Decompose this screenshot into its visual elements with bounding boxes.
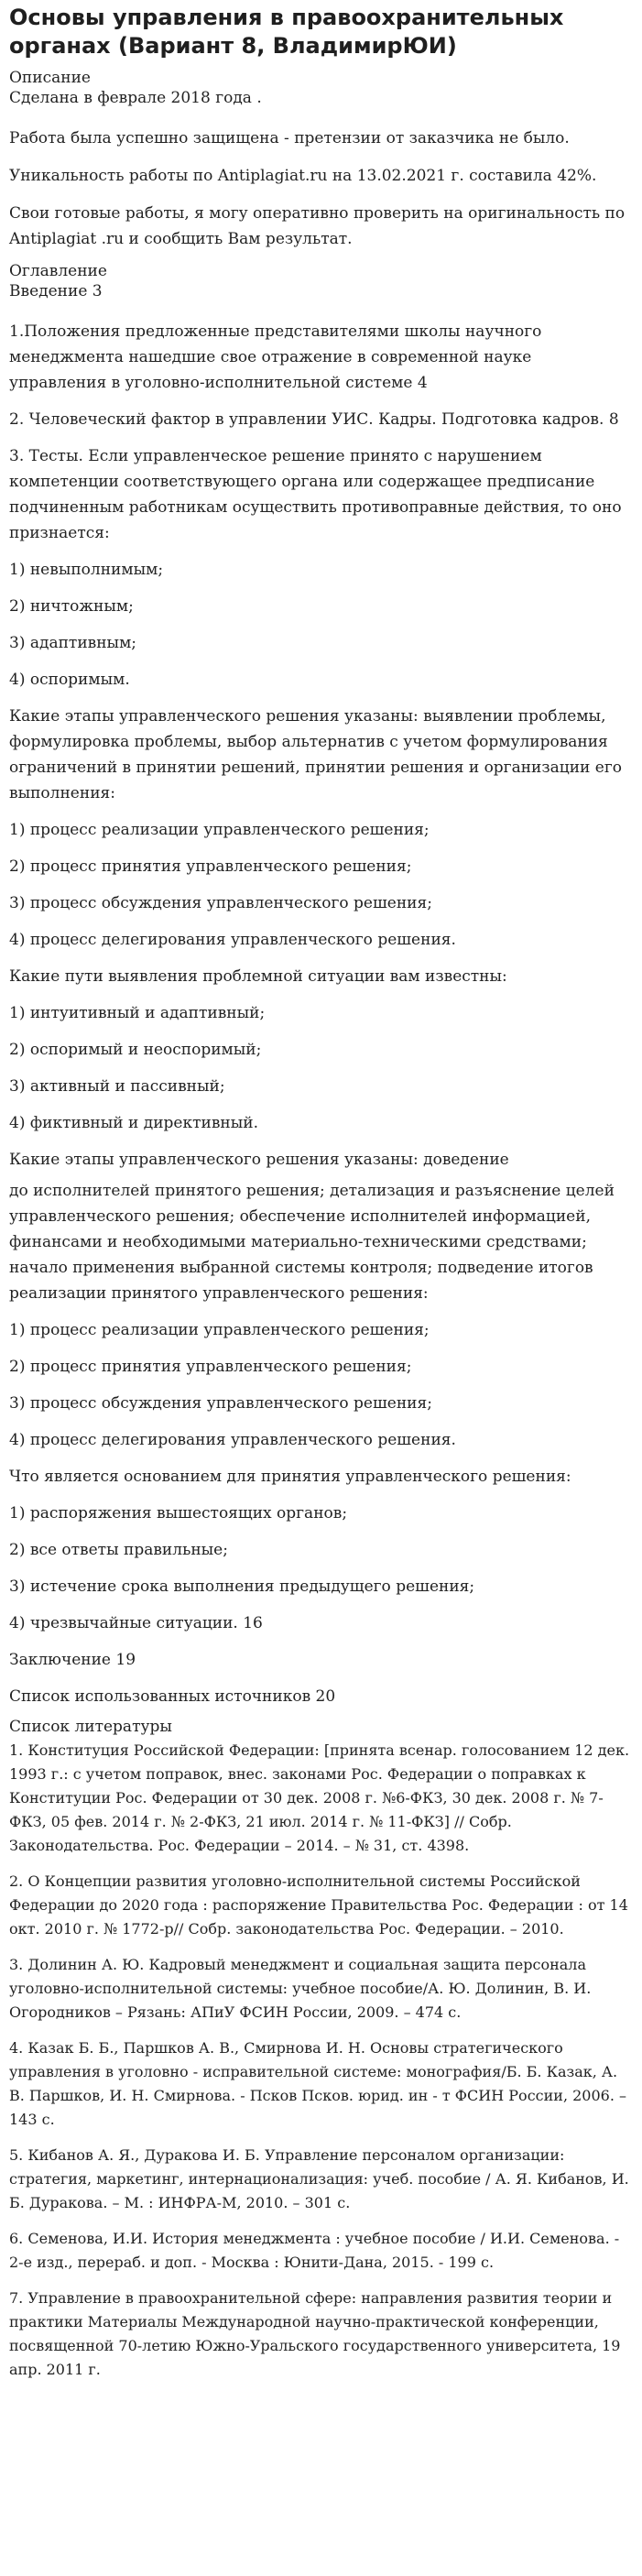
reference-item: 2. О Концепции развития уголовно-исполнительной системы Российской Федерации до 2020 года : распоряжение Правительства Рос. Федерации : от 14 окт. 2010 г. № 1772-р// Собр. законодательства Рос. Федерации. – 2010. (9, 1872, 628, 1937)
toc-paragraph: 4) процесс делегирования управленческого решения. (9, 931, 456, 949)
references-label: Список литературы (9, 1718, 172, 1736)
reference-item: 7. Управление в правоохранительной сфере: направления развития теории и практики Материалы Международной научно-практической конференции, посвященной 70-летию Южно-Уральского государственного университета, 19 апр. 2011 г. (9, 2289, 621, 2378)
toc-paragraph: Что является основанием для принятия управленческого решения: (9, 1468, 571, 1486)
reference-item: 3. Долинин А. Ю. Кадровый менеджмент и социальная защита персонала уголовно-исполнительной системы: учебное пособие/А. Ю. Долинин, В. И. Огородников – Рязань: АПиУ ФСИН России, 2009. – 474 с. (9, 1956, 592, 2021)
toc-paragraph: 1) невыполнимым; (9, 561, 164, 579)
toc-paragraph: Какие пути выявления проблемной ситуации вам известны: (9, 967, 507, 986)
toc-paragraph: 3) истечение срока выполнения предыдущего решения; (9, 1577, 475, 1596)
toc-paragraph: 2) все ответы правильные; (9, 1541, 228, 1559)
toc-paragraph: 4) процесс делегирования управленческого решения. (9, 1431, 456, 1449)
toc-paragraph: 1) интуитивный и адаптивный; (9, 1004, 266, 1022)
toc-paragraph: 1) процесс реализации управленческого решения; (9, 821, 430, 839)
description-label: Описание (9, 69, 91, 87)
toc-paragraph: Какие этапы управленческого решения указаны: доведение (9, 1151, 509, 1169)
toc-paragraph: 4) чрезвычайные ситуации. 16 (9, 1614, 263, 1632)
toc-paragraph: 4) оспоримым. (9, 671, 130, 689)
toc-paragraph: 2) процесс принятия управленческого решения; (9, 1358, 412, 1376)
toc-paragraph: 2) оспоримый и неоспоримый; (9, 1041, 262, 1059)
offer-note: Свои готовые работы, я могу оперативно проверить на оригинальность по Antiplagiat .ru и сообщить Вам результат. (9, 204, 626, 248)
toc-paragraph: 3) активный и пассивный; (9, 1077, 225, 1096)
toc-label: Оглавление (9, 262, 107, 280)
reference-item: 1. Конституция Российской Федерации: [принята всенар. голосованием 12 дек. 1993 г.: с учетом поправок, внес. законами Рос. Федерации о поправках к Конституции Рос. Федерации от 30 дек. 2008 г. №6-ФКЗ, 30 дек. 2008 г. № 7-ФКЗ, 05 фев. 2014 г. № 2-ФКЗ, 21 июл. 2014 г. № 11-ФКЗ] // Собр. Законодательства. Рос. Федерации – 2014. – № 31, ст. 4398. (9, 1741, 630, 1854)
toc-paragraph: 1) распоряжения вышестоящих органов; (9, 1504, 348, 1523)
page-title: Основы управления в правоохранительных органах (Вариант 8, ВладимирЮИ) (9, 5, 564, 59)
toc-paragraph: 4) фиктивный и директивный. (9, 1114, 259, 1132)
toc-paragraph: 2) процесс принятия управленческого решения; (9, 857, 412, 876)
toc-paragraph: Какие этапы управленческого решения указаны: выявлении проблемы, формулировка проблемы, выбор альтернатив с учетом формулирования ограничений в принятии решений, принятии решения и организации его выполнения: (9, 707, 622, 802)
reference-item: 5. Кибанов А. Я., Дуракова И. Б. Управление персоналом организации: стратегия, маркетинг, интернационализация: учеб. пособие / А. Я. Кибанов, И. Б. Дуракова. – М. : ИНФРА-М, 2010. – 301 с. (9, 2146, 629, 2211)
reference-item: 6. Семенова, И.И. История менеджмента : учебное пособие / И.И. Семенова. - 2-е изд., перераб. и доп. - Москва : Юнити-Дана, 2015. - 199 с. (9, 2230, 620, 2271)
defense-note: Работа была успешно защищена - претензии от заказчика не было. (9, 129, 570, 147)
toc-paragraph: 2) ничтожным; (9, 597, 134, 616)
made-date: Сделана в феврале 2018 года . (9, 89, 262, 107)
toc-paragraph: 1) процесс реализации управленческого решения; (9, 1321, 430, 1339)
toc-paragraph: 2. Человеческий фактор в управлении УИС. Кадры. Подготовка кадров. 8 (9, 410, 619, 429)
reference-item: 4. Казак Б. Б., Паршков А. В., Смирнова И. Н. Основы стратегического управления в уголовно - исправительной системе: монография/Б. Б. Казак, А. В. Паршков, И. Н. Смирнова. - Псков Псков. юрид. ин - т ФСИН России, 2006. – 143 с. (9, 2039, 626, 2128)
toc-body (9, 319, 633, 1709)
toc-paragraph: 1.Положения предложенные представителями школы научного менеджмента нашедшие свое отражение в современной науке управления в уголовно-исполнительной системе 4 (9, 322, 542, 392)
uniqueness-note: Уникальность работы по Antiplagiat.ru на 13.02.2021 г. составила 42%. (9, 167, 597, 185)
toc-paragraph: 3. Тесты. Если управленческое решение принято с нарушением компетенции соответствующего органа или содержащее предписание подчиненным работникам осуществить противоправные действия, то оно признается: (9, 447, 622, 542)
toc-paragraph: Заключение 19 (9, 1651, 136, 1669)
references-list (9, 1739, 633, 2382)
toc-paragraph: 3) процесс обсуждения управленческого решения; (9, 1394, 432, 1413)
toc-paragraph: Список использованных источников 20 (9, 1687, 336, 1706)
toc-intro: Введение 3 (9, 282, 103, 300)
toc-paragraph: 3) процесс обсуждения управленческого решения; (9, 894, 432, 912)
toc-paragraph: до исполнителей принятого решения; детализация и разъяснение целей управленческого решения; обеспечение исполнителей информацией, финансами и необходимыми материально-техническими средствами; начало применения выбранной системы контроля; подведение итогов реализации принятого управленческого решения: (9, 1182, 615, 1303)
toc-paragraph: 3) адаптивным; (9, 634, 137, 652)
